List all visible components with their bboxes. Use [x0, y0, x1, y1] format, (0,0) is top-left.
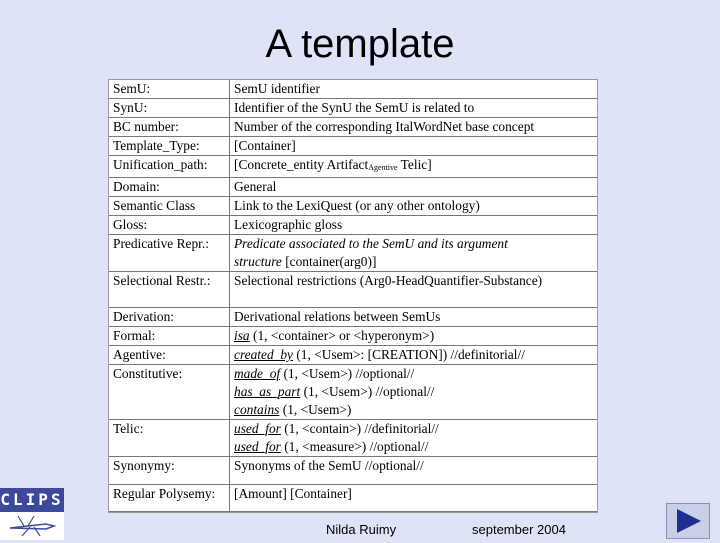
table-row [109, 308, 597, 327]
relation-args: (1, <contain>) //definitorial// [280, 421, 439, 436]
table-row [109, 178, 597, 197]
unification-path-subscript: Agentive [368, 163, 398, 172]
relation-name: has_as_part [234, 384, 301, 399]
row-value: SemU identifier [230, 80, 598, 99]
play-icon [667, 504, 709, 538]
table-row [109, 272, 597, 308]
row-key: Telic: [109, 420, 230, 457]
row-value: Synonyms of the SemU //optional// [230, 457, 598, 485]
table-row [109, 485, 597, 512]
row-value: Derivational relations between SemUs [230, 308, 598, 327]
row-value: Number of the corresponding ItalWordNet base concept [230, 118, 598, 137]
value-line: [container(arg0)] [281, 254, 377, 269]
relation-name: isa [234, 328, 250, 343]
row-value: Selectional restrictions (Arg0-HeadQuantifier-Substance) [230, 272, 598, 308]
table-row [109, 346, 597, 365]
row-value: Link to the LexiQuest (or any other ontology) [230, 197, 598, 216]
row-key: Selectional Restr.: [109, 272, 230, 308]
row-key: Semantic Class [109, 197, 230, 216]
row-key: Constitutive: [109, 365, 230, 420]
unification-path-part: [Concrete_entity Artifact [234, 157, 369, 172]
row-value [230, 346, 598, 365]
row-key: Unification_path: [109, 156, 230, 178]
table-row [109, 197, 597, 216]
relation-args: (1, <measure>) //optional// [280, 439, 429, 454]
table-row [109, 118, 597, 137]
row-value: [Container] [230, 137, 598, 156]
relation-name: used_for [234, 421, 281, 436]
template-table [109, 80, 597, 512]
relation-name: used_for [234, 439, 281, 454]
table-row [109, 420, 597, 457]
value-line: Predicate associated to the SemU and its argument [234, 236, 508, 251]
table-row [109, 457, 597, 485]
relation-args: (1, <Usem>: [CREATION]) //definitorial// [293, 347, 525, 362]
next-slide-button[interactable] [666, 503, 710, 539]
relation-name: created_by [234, 347, 293, 362]
row-key: SynU: [109, 99, 230, 118]
relation-name: made_of [234, 366, 281, 381]
table-row [109, 235, 597, 272]
template-table-container [108, 79, 598, 513]
row-key: Template_Type: [109, 137, 230, 156]
row-value [230, 420, 598, 457]
row-key: Predicative Repr.: [109, 235, 230, 272]
row-value [230, 365, 598, 420]
row-key: Regular Polysemy: [109, 485, 230, 512]
row-key: BC number: [109, 118, 230, 137]
row-key: Formal: [109, 327, 230, 346]
table-row [109, 80, 597, 99]
row-value: Lexicographic gloss [230, 216, 598, 235]
value-line: structure [234, 254, 282, 269]
row-key: Domain: [109, 178, 230, 197]
row-key: Derivation: [109, 308, 230, 327]
row-value: Identifier of the SynU the SemU is related to [230, 99, 598, 118]
row-value [230, 327, 598, 346]
relation-args: (1, <Usem>) //optional// [300, 384, 435, 399]
table-row [109, 216, 597, 235]
row-key: Agentive: [109, 346, 230, 365]
table-row [109, 99, 597, 118]
row-value [230, 235, 598, 272]
relation-args: (1, <Usem>) //optional// [280, 366, 415, 381]
clips-logo [0, 488, 64, 540]
table-row [109, 365, 597, 420]
table-row [109, 156, 597, 178]
relation-args: (1, <Usem>) [279, 402, 352, 417]
fly-icon [0, 512, 64, 540]
table-row [109, 327, 597, 346]
row-value [230, 156, 598, 178]
footer-author: Nilda Ruimy [326, 522, 397, 537]
unification-path-part: Telic] [397, 157, 432, 172]
row-key: SemU: [109, 80, 230, 99]
table-row [109, 137, 597, 156]
row-key: Synonymy: [109, 457, 230, 485]
clips-logo-text: CLIPS [0, 488, 64, 512]
row-value: [Amount] [Container] [230, 485, 598, 512]
slide-title: A template [265, 22, 455, 66]
footer-date: september 2004 [472, 522, 566, 537]
relation-args: (1, <container> or <hyperonym>) [249, 328, 435, 343]
row-value: General [230, 178, 598, 197]
relation-name: contains [234, 402, 280, 417]
row-key: Gloss: [109, 216, 230, 235]
